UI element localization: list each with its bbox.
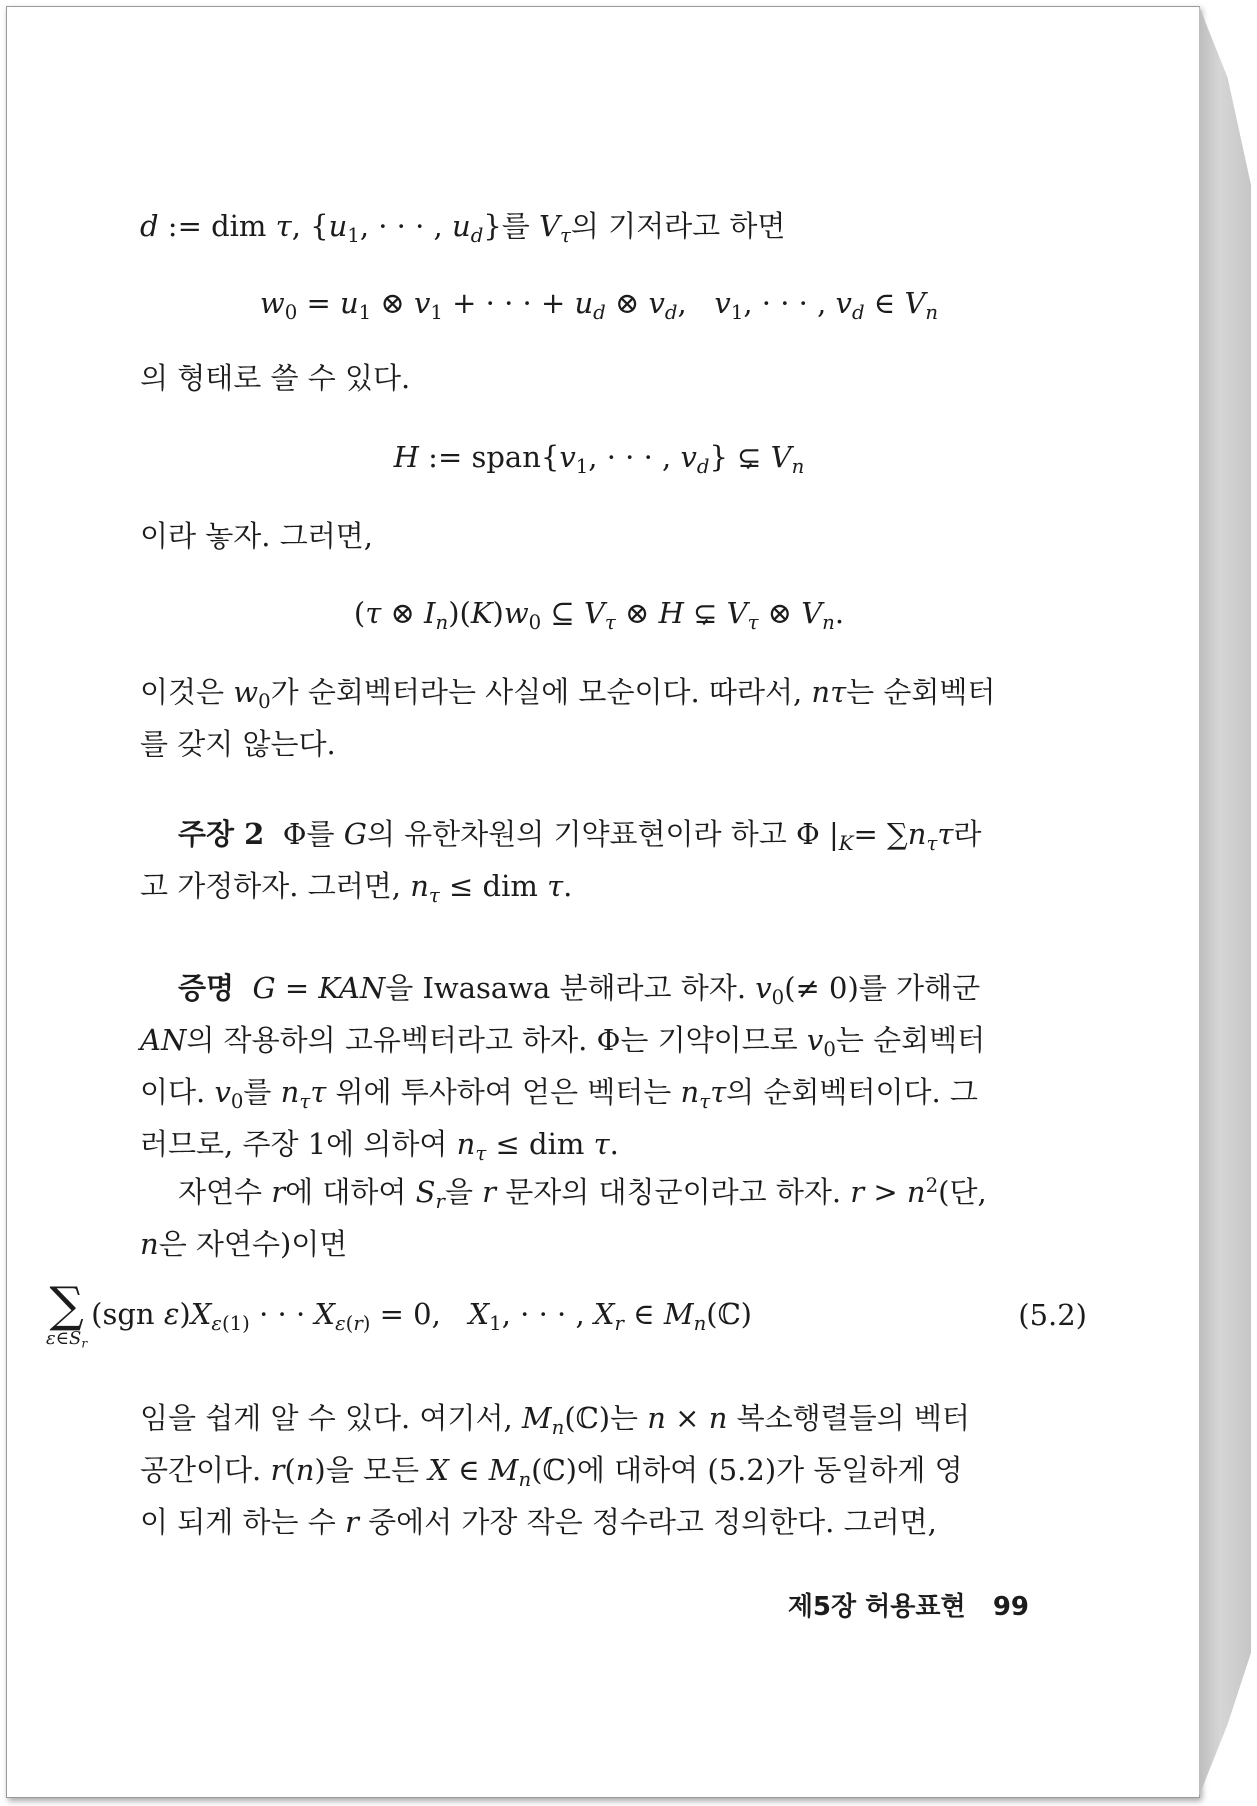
text-paragraph-definition: 임을 쉽게 알 수 있다. 여기서, $M_n(ℂ)$는 n × n 복소행렬들의 벡터 공간이다. r(n)을 모든 X ∈ $M_n(ℂ)$에 대하여 (5.2)가 동일하게 영 이 되게 하는 수 r 중에서 가장 작은 정수라고 정의한다. 그러면, [140, 1401, 970, 1539]
text-paragraph-symmetric-group: 자연수 r에 대하여 $S_r$을 r 문자의 대칭군이라고 하자. $r > n^2$(단, n은 자연수)이면 [140, 1174, 987, 1261]
page-footer [788, 1586, 1029, 1623]
page-edge-shadow [1199, 6, 1251, 1796]
text-line-3: 이라 놓자. 그러면, [140, 519, 373, 553]
equation-number: (5.2) [1018, 1298, 1087, 1332]
text-line-2: 의 형태로 쓸 수 있다. [140, 361, 411, 395]
equation-H: H := $span\{v_1$, · · · , $v_d$} ⊊ $V_n$ [393, 440, 805, 478]
equation-tau-K: (τ ⊗ $I_n)(K)w_0$ ⊆ $V_\tau$ ⊗ H ⊊ $V_\tau$ ⊗ $V_n$. [353, 596, 845, 634]
equation-5-2: ∑ $\varepsilon\in S_r$ (sgn $\varepsilon)X_{\varepsilon(1)}$ · · · $X_{\varepsilon(r)} = 0$, $X_1$, · · · , $X_r$ ∈ $M_n(ℂ)$ [45, 1277, 752, 1351]
proof-heading: 증명 [178, 971, 235, 1005]
text-paragraph-contradiction: 이것은 $w_0$가 순회벡터라는 사실에 모순이다. 따라서, nτ는 순회벡터 를 갖지 않는다. [140, 675, 996, 761]
page-number: 99 [992, 1592, 1029, 1622]
chapter-title: 제5장 허용표현 [787, 1592, 966, 1622]
claim-heading: 주장 2 [178, 817, 265, 851]
proof-paragraph: 증명 G = KAN을 Iwasawa 분해라고 하자. $v_0(\ne 0)$를 가해군 AN의 작용하의 고유벡터라고 하자. Φ는 기약이므로 $v_0$는 순회벡터 이다. $v_0$를 $n_\tau\tau$ 위에 투사하여 얻은 벡터는 $n_\tau\tau$의 순회벡터이다. 그 러므로, 주장 1에 의하여 $n_\tau$ ≤ dim τ. [140, 971, 986, 1165]
equation-w0: $w_0 = u_1$ ⊗ $v_1$ + · · · + $u_d$ ⊗ $v_d$, $v_1$, · · · , $v_d$ ∈ $V_n$ [259, 286, 939, 324]
claim-2: 주장 2 Φ를 G의 유한차원의 기약표현이라 하고 Φ $|_K= \sum n_\tau\tau$라 고 가정하자. 그러면, $n_\tau$ ≤ dim τ. [140, 817, 982, 907]
text-line-1: d := dim τ, {$u_1$, · · · , $u_d$}를 $V_\tau$의 기저라고 하면 [140, 209, 786, 247]
